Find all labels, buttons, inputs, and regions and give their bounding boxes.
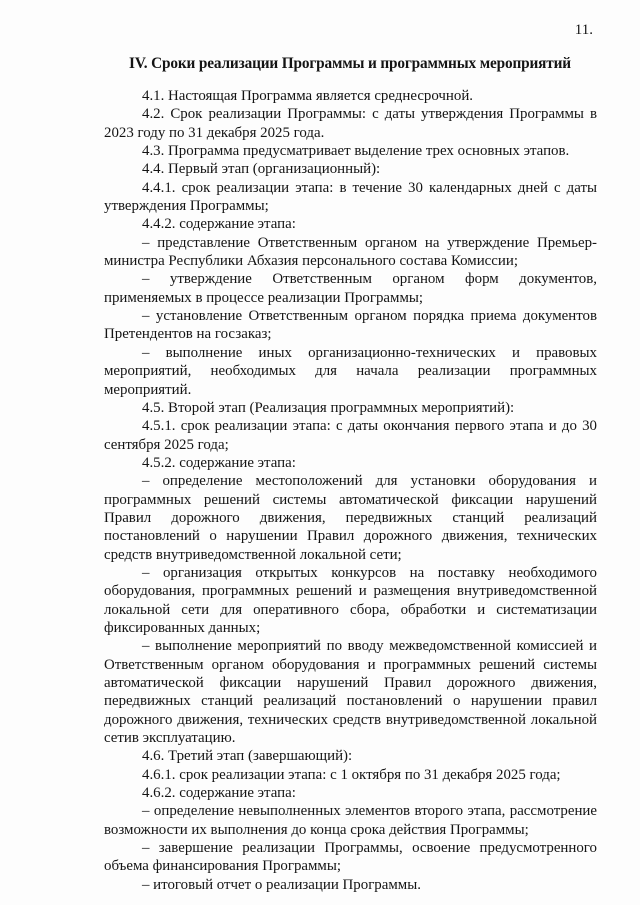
list-item: – определение местоположений для установки оборудования и программных решений системы автоматической фиксации нарушений Правил дорожного движения, передвижных станций реализаций постановлений о нарушении Правил дорожного движения, технических средств внутриведомственной локальной сети; <box>104 473 597 563</box>
paragraph-4-6-2: 4.6.2. содержание этапа: <box>142 785 296 802</box>
page-number: 11. <box>574 22 593 38</box>
list-item: – итоговый отчет о реализации Программы. <box>142 876 421 893</box>
list-item: – представление Ответственным органом на утверждение Премьер-министра Республики Абхазия персонального состава Комиссии; <box>104 234 597 270</box>
paragraph-4-1: 4.1. Настоящая Программа является среднесрочной. <box>142 88 474 104</box>
paragraph-4-2: 4.2. Срок реализации Программы: с даты утверждения Программы в 2023 году по 31 декабря 2025 года. <box>104 106 597 141</box>
section-body <box>104 87 597 894</box>
list-item: – выполнение мероприятий по вводу межведомственной комиссией и Ответственным органом оборудования и программных решений системы автоматической фиксации нарушений Правил дорожного движения, передвижных станций реализаций постановлений о нарушении правил дорожного движения, технических средств внутриведомственной локальной сетив эксплуатацию. <box>104 638 597 747</box>
list-item: – организация открытых конкурсов на поставку необходимого оборудования, программных решений и размещения внутриведомственной локальной сети для оперативного сбора, обработки и систематизации фиксированных данных; <box>104 564 597 636</box>
paragraph-4-4-1: 4.4.1. срок реализации этапа: в течение 30 календарных дней с даты утверждения Программы; <box>104 179 597 215</box>
list-item: – установление Ответственным органом порядка приема документов Претендентов на госзаказ; <box>104 308 597 343</box>
paragraph-4-5-1: 4.5.1. срок реализации этапа: с даты окончания первого этапа и до 30 сентября 2025 года; <box>104 418 597 453</box>
paragraph-4-3: 4.3. Программа предусматривает выделение трех основных этапов. <box>142 143 570 160</box>
paragraph-4-4: 4.4. Первый этап (организационный): <box>142 161 381 178</box>
paragraph-4-5-2: 4.5.2. содержание этапа: <box>142 454 296 471</box>
list-item: – выполнение иных организационно-технических и правовых мероприятий, необходимых для начала реализации программных мероприятий. <box>104 344 597 398</box>
section-heading: IV. Сроки реализации Программы и программных мероприятий <box>129 55 571 72</box>
list-item: – определение невыполненных элементов второго этапа, рассмотрение возможности их выполнения до конца срока действия Программы; <box>104 803 597 838</box>
paragraph-4-4-2: 4.4.2. содержание этапа: <box>142 216 296 233</box>
paragraph-4-6-1: 4.6.1. срок реализации этапа: с 1 октября по 31 декабря 2025 года; <box>142 766 561 783</box>
list-item: – утверждение Ответственным органом форм документов, применяемых в процессе реализации Программы; <box>104 271 597 306</box>
paragraph-4-6: 4.6. Третий этап (завершающий): <box>142 748 353 765</box>
list-item: – завершение реализации Программы, освоение предусмотренного объема финансирования Программы; <box>104 840 597 875</box>
paragraph-4-5: 4.5. Второй этап (Реализация программных мероприятий): <box>142 399 515 416</box>
